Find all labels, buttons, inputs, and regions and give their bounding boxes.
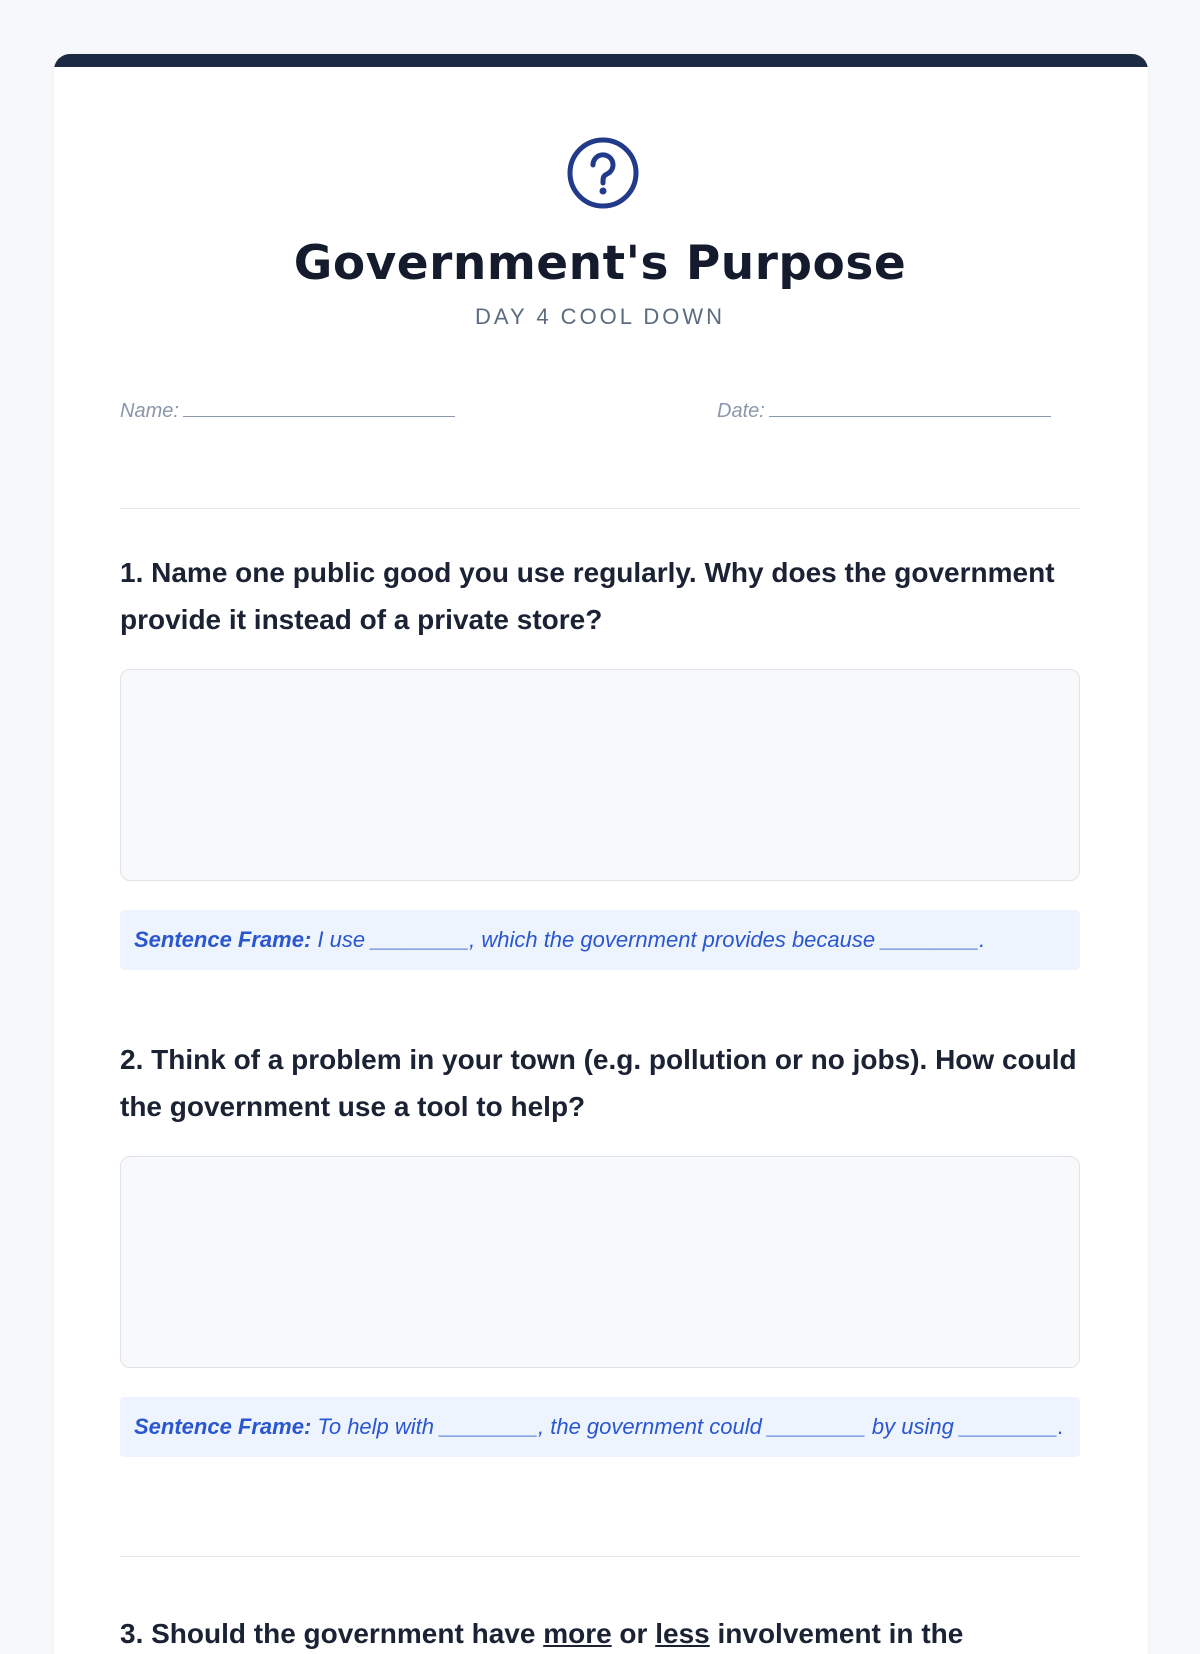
question-circle-icon — [566, 136, 640, 210]
page-title: Government's Purpose — [293, 236, 907, 291]
question-3-text — [120, 1610, 1080, 1654]
name-blank-line[interactable] — [183, 398, 455, 417]
question-2-sentence-frame — [120, 1397, 1080, 1457]
question-2-answer-box[interactable] — [120, 1156, 1080, 1368]
worksheet-card — [54, 54, 1148, 1654]
question-1-sentence-frame — [120, 910, 1080, 970]
question-1-answer-box[interactable] — [120, 669, 1080, 881]
section-divider — [120, 1556, 1080, 1557]
question-3-text-end: involvement in the — [709, 1618, 964, 1649]
question-3-word-more: more — [543, 1618, 612, 1649]
sentence-frame-text: To help with ________, the government could ________ by using ________. — [317, 1414, 1064, 1439]
question-3-text-start: 3. Should the government have — [120, 1618, 544, 1649]
page-subtitle: DAY 4 COOL DOWN — [475, 304, 725, 329]
date-label: Date: — [717, 400, 765, 422]
question-2-text: 2. Think of a problem in your town (e.g. pollution or no jobs). How could the government use a tool to help? — [120, 1044, 1077, 1122]
date-blank-line[interactable] — [769, 398, 1051, 417]
question-1-text: 1. Name one public good you use regularly. Why does the government provide it instead of a private store? — [120, 557, 1055, 635]
name-label: Name: — [120, 400, 179, 422]
date-field[interactable] — [717, 398, 1051, 423]
card-top-accent-bar — [54, 54, 1148, 67]
question-3-word-less: less — [655, 1618, 710, 1649]
header-divider — [120, 508, 1080, 509]
name-field[interactable] — [120, 398, 455, 423]
sentence-frame-label: Sentence Frame: — [134, 927, 312, 952]
sentence-frame-text: I use ________, which the government provides because ________. — [317, 927, 986, 952]
question-3-text-middle: or — [611, 1618, 656, 1649]
sentence-frame-label: Sentence Frame: — [134, 1414, 312, 1439]
